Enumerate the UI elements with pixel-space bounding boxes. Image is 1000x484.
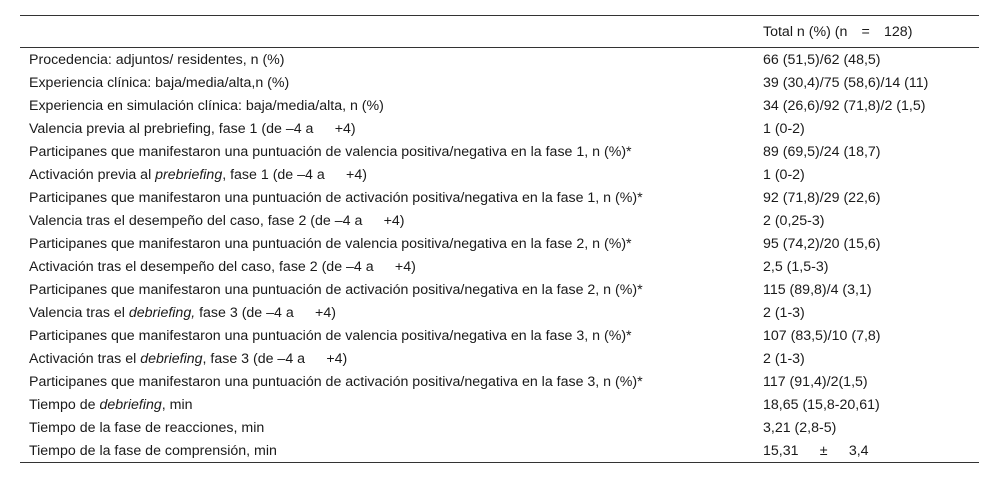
table-row bbox=[20, 71, 979, 94]
row-label: Experiencia en simulación clínica: baja/media/alta, n (%) bbox=[29, 97, 384, 114]
table-row bbox=[20, 347, 979, 370]
header-cell-total: Total n (%) (n = 128) bbox=[750, 16, 979, 48]
table-row bbox=[20, 370, 979, 393]
table-row bbox=[20, 416, 979, 439]
row-value: 18,65 (15,8-20,61) bbox=[763, 396, 880, 413]
row-value: 117 (91,4)/2(1,5) bbox=[763, 373, 868, 390]
row-label bbox=[20, 393, 750, 416]
table-row bbox=[20, 278, 979, 301]
row-label-text: Activación previa al bbox=[29, 166, 156, 183]
row-label: Procedencia: adjuntos/ residentes, n (%) bbox=[29, 51, 285, 68]
table-row bbox=[20, 94, 979, 117]
row-value: 2,5 (1,5-3) bbox=[763, 258, 829, 275]
row-label: Tiempo de la fase de comprensión, min bbox=[29, 442, 277, 459]
row-label-emphasis: debriefing, bbox=[128, 304, 196, 321]
row-label: Activación tras el desempeño del caso, fase 2 (de –4 a +4) bbox=[29, 258, 416, 275]
table-row bbox=[20, 393, 979, 416]
row-label-text: Valencia tras el bbox=[29, 304, 129, 321]
row-label-text: fase 3 (de –4 a +4) bbox=[195, 304, 336, 321]
table-row bbox=[20, 140, 979, 163]
table-row bbox=[20, 209, 979, 232]
table-row bbox=[20, 301, 979, 324]
row-value: 2 (1-3) bbox=[763, 304, 805, 321]
row-value: 15,31 ± 3,4 bbox=[763, 442, 869, 459]
row-label bbox=[20, 163, 750, 186]
row-label: Participanes que manifestaron una puntuación de activación positiva/negativa en la fase 3, n (%)* bbox=[29, 373, 643, 390]
row-label: Participanes que manifestaron una puntuación de valencia positiva/negativa en la fase 2, n (%)* bbox=[29, 235, 632, 252]
results-table-container bbox=[20, 15, 979, 463]
row-label-text: Activación tras el bbox=[29, 350, 141, 367]
row-value: 107 (83,5)/10 (7,8) bbox=[763, 327, 881, 344]
table-row bbox=[20, 324, 979, 347]
row-label: Experiencia clínica: baja/media/alta,n (%) bbox=[29, 74, 290, 91]
row-label-text: , min bbox=[161, 396, 193, 413]
table-row bbox=[20, 232, 979, 255]
row-label-emphasis: debriefing bbox=[99, 396, 162, 413]
header-cell-variable bbox=[20, 16, 750, 48]
row-label: Valencia previa al prebriefing, fase 1 (de –4 a +4) bbox=[29, 120, 356, 137]
row-value: 92 (71,8)/29 (22,6) bbox=[763, 189, 881, 206]
row-value: 2 (0,25-3) bbox=[763, 212, 825, 229]
row-value: 115 (89,8)/4 (3,1) bbox=[763, 281, 872, 298]
row-label-emphasis: debriefing bbox=[140, 350, 203, 367]
row-label-text: , fase 1 (de –4 a +4) bbox=[222, 166, 367, 183]
row-value: 39 (30,4)/75 (58,6)/14 (11) bbox=[763, 74, 929, 91]
row-value: 34 (26,6)/92 (71,8)/2 (1,5) bbox=[763, 97, 926, 114]
table-body bbox=[20, 48, 979, 463]
row-label: Participanes que manifestaron una puntuación de activación positiva/negativa en la fase 1, n (%)* bbox=[29, 189, 643, 206]
table-row bbox=[20, 255, 979, 278]
table-row bbox=[20, 48, 979, 72]
row-label: Participanes que manifestaron una puntuación de activación positiva/negativa en la fase 2, n (%)* bbox=[29, 281, 643, 298]
row-label-emphasis: prebriefing bbox=[155, 166, 223, 183]
header-row bbox=[20, 16, 979, 48]
row-label: Participanes que manifestaron una puntuación de valencia positiva/negativa en la fase 3, n (%)* bbox=[29, 327, 632, 344]
row-label-text: Tiempo de bbox=[29, 396, 100, 413]
row-value: 66 (51,5)/62 (48,5) bbox=[763, 51, 881, 68]
row-value: 1 (0-2) bbox=[763, 166, 805, 183]
row-value: 89 (69,5)/24 (18,7) bbox=[763, 143, 881, 160]
row-label: Participanes que manifestaron una puntuación de valencia positiva/negativa en la fase 1, n (%)* bbox=[29, 143, 632, 160]
row-value: 1 (0-2) bbox=[763, 120, 805, 137]
row-label: Valencia tras el desempeño del caso, fase 2 (de –4 a +4) bbox=[29, 212, 405, 229]
row-label: Tiempo de la fase de reacciones, min bbox=[29, 419, 265, 436]
table-row bbox=[20, 439, 979, 463]
row-label bbox=[20, 347, 750, 370]
row-value: 2 (1-3) bbox=[763, 350, 805, 367]
row-label-text: , fase 3 (de –4 a +4) bbox=[202, 350, 348, 367]
table-row bbox=[20, 117, 979, 140]
row-value: 95 (74,2)/20 (15,6) bbox=[763, 235, 881, 252]
table-header bbox=[20, 16, 979, 48]
results-table bbox=[20, 15, 979, 463]
table-row bbox=[20, 186, 979, 209]
table-row bbox=[20, 163, 979, 186]
row-label bbox=[20, 301, 750, 324]
row-value: 3,21 (2,8-5) bbox=[763, 419, 837, 436]
